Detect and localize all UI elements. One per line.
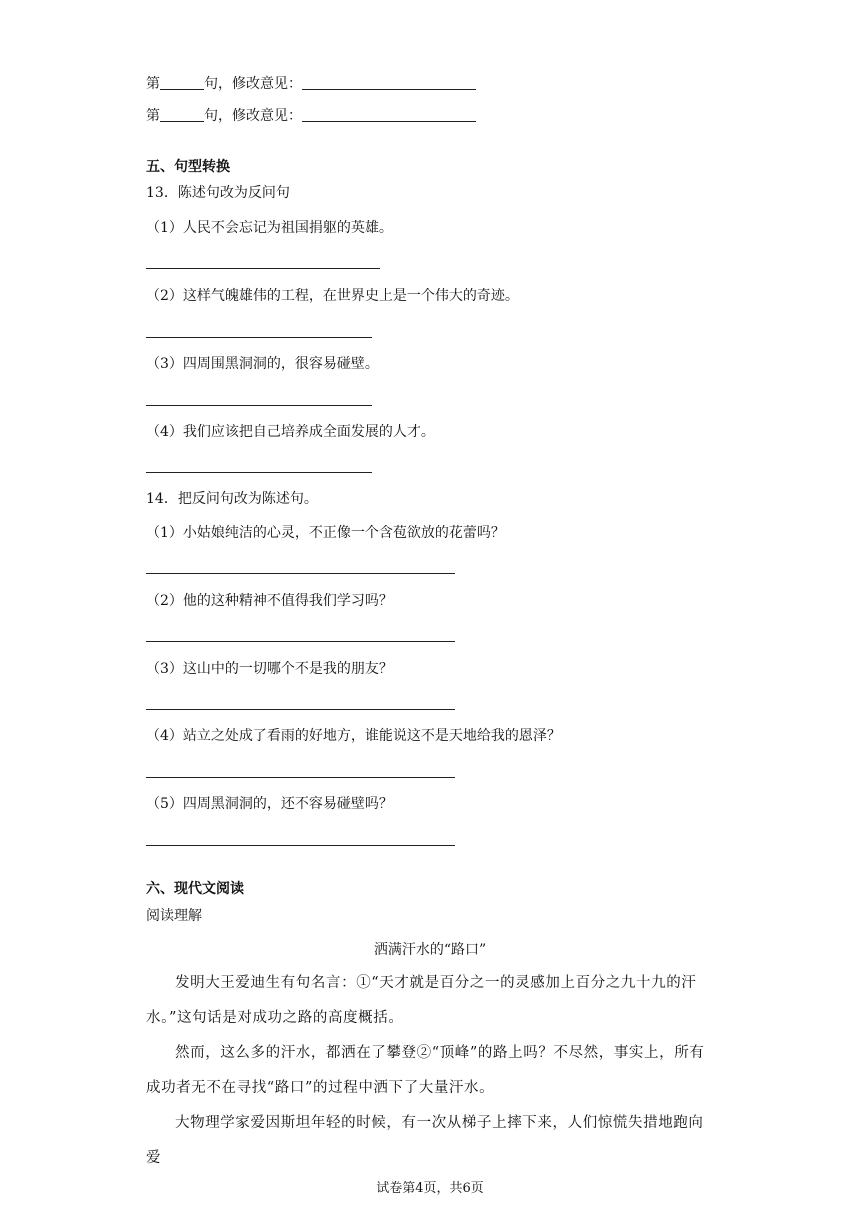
question-14-item-4: （4）站立之处成了看雨的好地方，谁能说这不是天地给我的恩泽？: [146, 728, 561, 744]
revision-prefix: 第: [146, 76, 160, 92]
answer-line[interactable]: [146, 405, 372, 406]
article-paragraph: 然而，这么多的汗水，都洒在了攀登②“顶峰”的路上吗？不尽然，事实上，所有成功者无不在寻找“路口”的过程中洒下了大量汗水。: [146, 1045, 705, 1096]
question-13-item-4: （4）我们应该把自己培养成全面发展的人才。: [146, 424, 435, 440]
revision-label: 句，修改意见：: [204, 108, 302, 124]
article-title: 洒满汗水的“路口”: [373, 942, 487, 958]
article-paragraph: 大物理学家爱因斯坦年轻的时候，有一次从梯子上摔下来，人们惊慌失措地跑向爱: [146, 1115, 704, 1166]
page-footer: 试卷第4页，共6页: [376, 1181, 484, 1196]
section-heading-6: 六、现代文阅读: [146, 881, 244, 897]
revision-opinion-blank[interactable]: [302, 75, 476, 90]
answer-line[interactable]: [146, 573, 455, 574]
question-14-item-1: （1）小姑娘纯洁的心灵，不正像一个含苞欲放的花蕾吗？: [146, 525, 505, 541]
reading-subheading: 阅读理解: [146, 908, 202, 924]
question-13-item-1: （1）人民不会忘记为祖国捐躯的英雄。: [146, 220, 393, 236]
sentence-number-blank[interactable]: [160, 107, 204, 122]
answer-line[interactable]: [146, 845, 455, 846]
revision-opinion-blank[interactable]: [302, 107, 476, 122]
question-14-item-5: （5）四周黑洞洞的，还不容易碰壁吗？: [146, 796, 393, 812]
revision-row: [146, 106, 476, 126]
answer-line[interactable]: [146, 472, 372, 473]
answer-line[interactable]: [146, 268, 380, 269]
question-13-item-2: （2）这样气魄雄伟的工程，在世界史上是一个伟大的奇迹。: [146, 288, 519, 304]
answer-line[interactable]: [146, 777, 455, 778]
answer-line[interactable]: [146, 337, 372, 338]
question-14-item-3: （3）这山中的一切哪个不是我的朋友？: [146, 661, 393, 677]
section-heading-5: 五、句型转换: [146, 159, 230, 175]
question-14-title: 14．把反问句改为陈述句。: [146, 491, 318, 507]
article-body: [146, 966, 716, 1176]
revision-row: [146, 74, 476, 94]
answer-line[interactable]: [146, 641, 455, 642]
sentence-number-blank[interactable]: [160, 75, 204, 90]
question-13-item-3: （3）四周围黑洞洞的，很容易碰壁。: [146, 356, 379, 372]
answer-line[interactable]: [146, 709, 455, 710]
revision-prefix: 第: [146, 108, 160, 124]
question-13-title: 13．陈述句改为反问句: [146, 185, 290, 201]
revision-label: 句，修改意见：: [204, 76, 302, 92]
question-14-item-2: （2）他的这种精神不值得我们学习吗？: [146, 593, 393, 609]
article-paragraph: 发明大王爱迪生有句名言：①“天才就是百分之一的灵感加上百分之九十九的汗水。”这句话是对成功之路的高度概括。: [146, 975, 697, 1026]
